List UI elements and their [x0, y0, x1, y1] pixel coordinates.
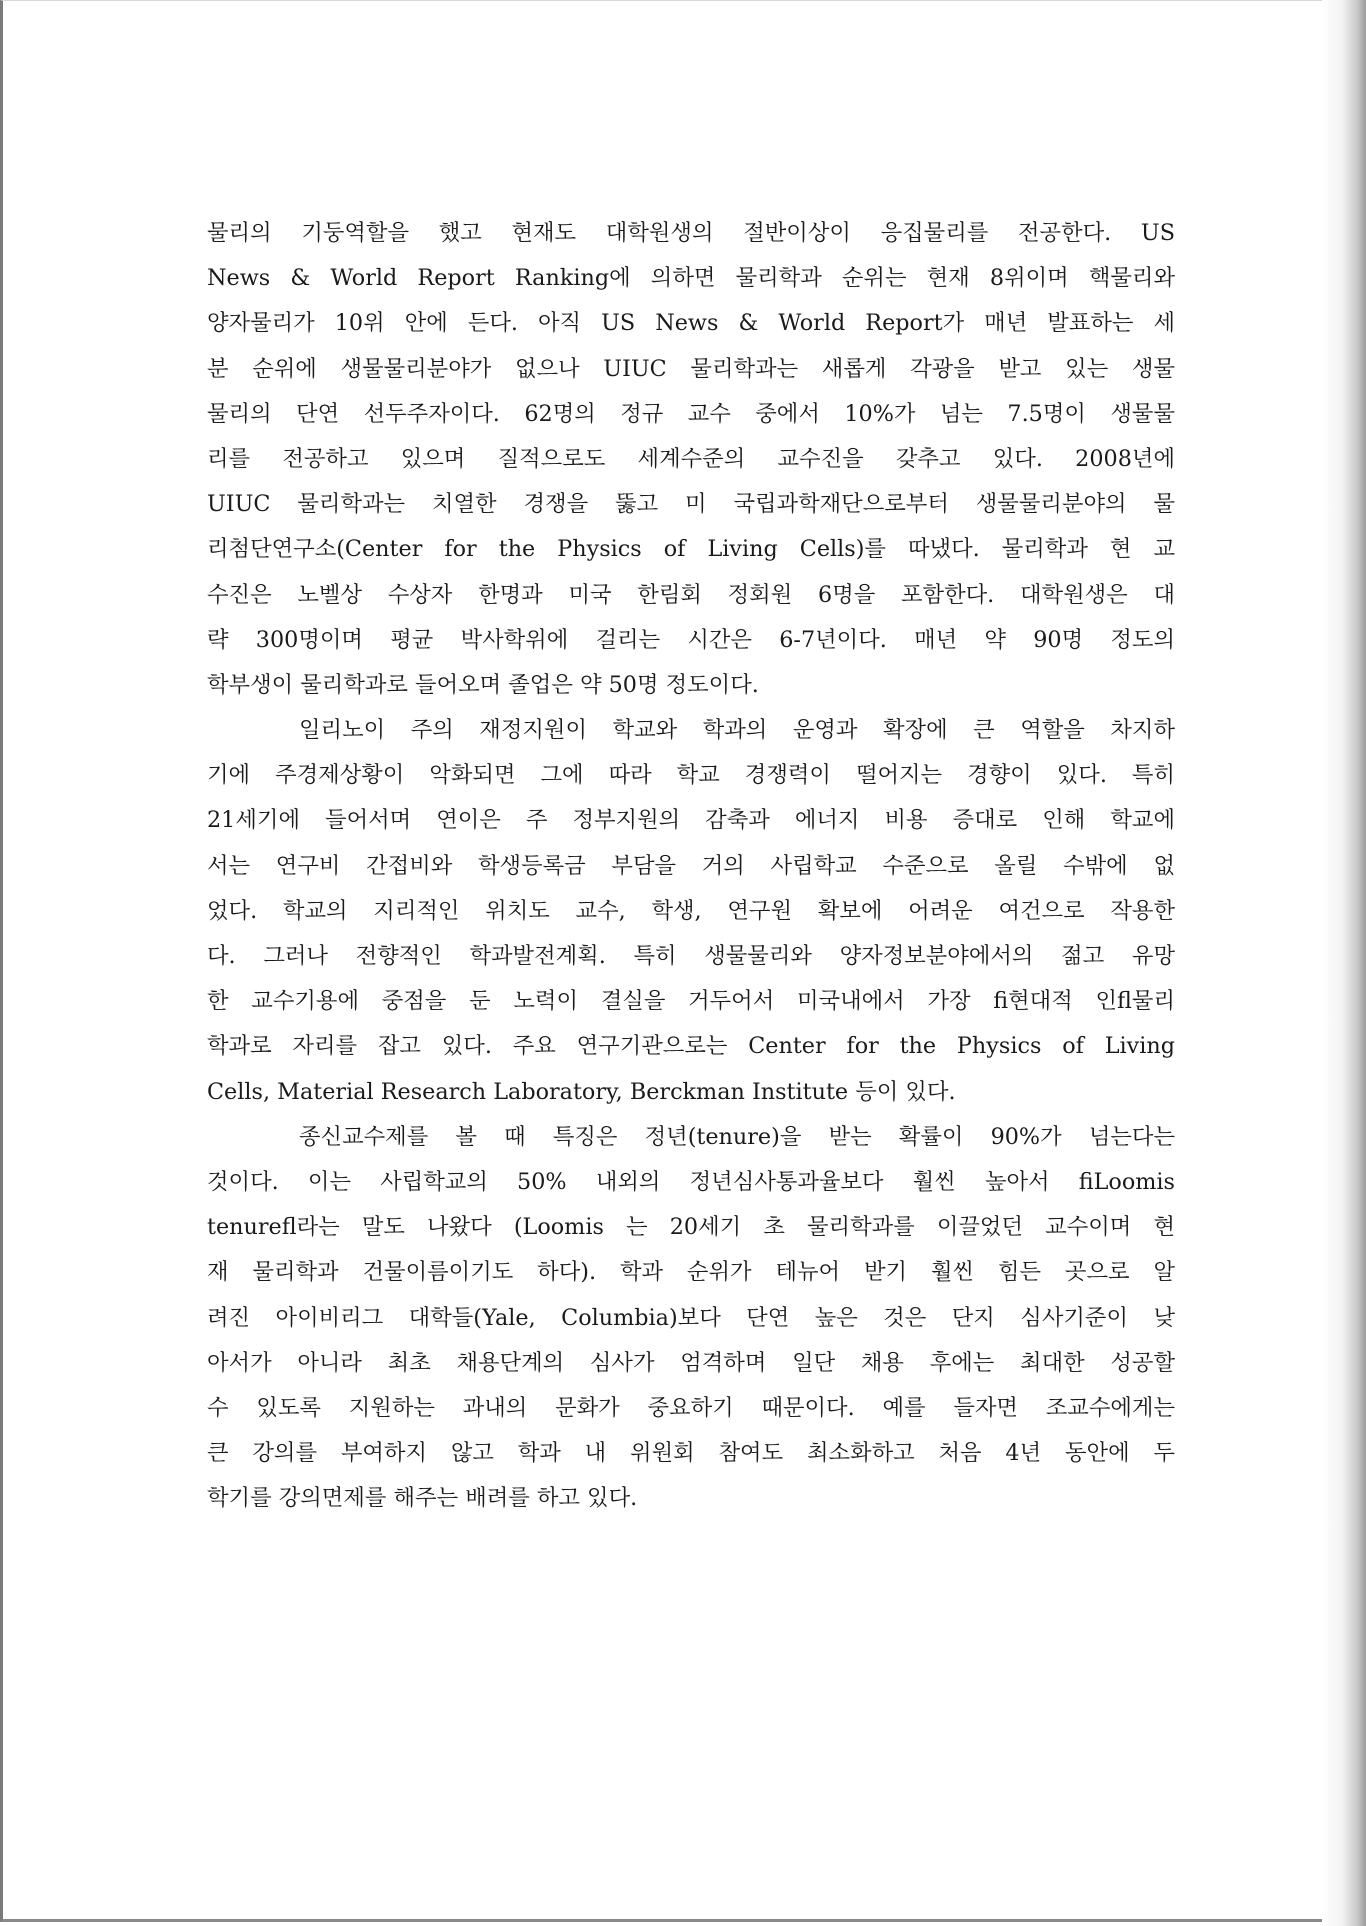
text-line: 리첨단연구소(Center for the Physics of Living Cells)를 따냈다. 물리학과 현 교 — [207, 536, 1175, 563]
paragraph-2 — [207, 708, 1175, 1115]
text-line: 물리의 기둥역할을 했고 현재도 대학원생의 절반이상이 응집물리를 전공한다. US — [207, 220, 1175, 246]
text-line: tenureﬂ라는 말도 나왔다 (Loomis 는 20세기 초 물리학과를 이끌었던 교수이며 현 — [207, 1214, 1175, 1241]
text-line: 물리의 단연 선두주자이다. 62명의 정규 교수 중에서 10%가 넘는 7.5명이 생물물 — [207, 400, 1175, 427]
text-line: 양자물리가 10위 안에 든다. 아직 US News & World Report가 매년 발표하는 세 — [207, 310, 1175, 337]
text-line: 21세기에 들어서며 연이은 주 정부지원의 감축과 에너지 비용 증대로 인해 학교에 — [207, 807, 1175, 834]
text-line: 것이다. 이는 사립학교의 50% 내외의 정년심사통과율보다 훨씬 높아서 ﬁLoomis — [207, 1168, 1175, 1195]
text-line: 략 300명이며 평균 박사학위에 걸리는 시간은 6-7년이다. 매년 약 90명 정도의 — [207, 626, 1175, 653]
text-line: News & World Report Ranking에 의하면 물리학과 순위는 현재 8위이며 핵물리와 — [207, 265, 1175, 292]
text-line: 려진 아이비리그 대학들(Yale, Columbia)보다 단연 높은 것은 단지 심사기준이 낮 — [207, 1304, 1175, 1331]
text-line: 수진은 노벨상 수상자 한명과 미국 한림회 정회원 6명을 포함한다. 대학원생은 대 — [207, 581, 1175, 608]
text-line: 었다. 학교의 지리적인 위치도 교수, 학생, 연구원 확보에 어려운 여건으로 작용한 — [207, 897, 1175, 924]
text-line: 학부생이 물리학과로 들어오며 졸업은 약 50명 정도이다. — [207, 671, 759, 698]
page-edge-shadow — [1322, 0, 1366, 1926]
document-body — [207, 211, 1175, 1521]
text-line: 분 순위에 생물물리분야가 없으나 UIUC 물리학과는 새롭게 각광을 받고 있는 생물 — [207, 355, 1175, 382]
text-line: 학과로 자리를 잡고 있다. 주요 연구기관으로는 Center for the Physics of Living — [207, 1033, 1175, 1060]
text-line: UIUC 물리학과는 치열한 경쟁을 뚫고 미 국립과학재단으로부터 생물물리분야의 물 — [207, 491, 1175, 518]
text-line: 서는 연구비 간접비와 학생등록금 부담을 거의 사립학교 수준으로 올릴 수밖에 없 — [207, 852, 1175, 879]
text-line: 한 교수기용에 중점을 둔 노력이 결실을 거두어서 미국내에서 가장 ﬁ현대적 인ﬂ물리 — [207, 988, 1175, 1015]
text-line: 아서가 아니라 최초 채용단계의 심사가 엄격하며 일단 채용 후에는 최대한 성공할 — [207, 1349, 1175, 1376]
text-line: Cells, Material Research Laboratory, Berckman Institute 등이 있다. — [207, 1078, 956, 1105]
text-line: 기에 주경제상황이 악화되면 그에 따라 학교 경쟁력이 떨어지는 경향이 있다. 특히 — [207, 762, 1175, 789]
text-line: 학기를 강의면제를 해주는 배려를 하고 있다. — [207, 1485, 638, 1512]
text-line: 큰 강의를 부여하지 않고 학과 내 위원회 참여도 최소화하고 처음 4년 동안에 두 — [207, 1440, 1175, 1467]
paragraph-3 — [207, 1115, 1175, 1522]
text-line: 재 물리학과 건물이름이기도 하다). 학과 순위가 테뉴어 받기 훨씬 힘든 곳으로 알 — [207, 1259, 1175, 1286]
text-line: 수 있도록 지원하는 과내의 문화가 중요하기 때문이다. 예를 들자면 조교수에게는 — [207, 1394, 1175, 1421]
text-line: 리를 전공하고 있으며 질적으로도 세계수준의 교수진을 갖추고 있다. 2008년에 — [207, 445, 1175, 472]
text-line: 다. 그러나 전향적인 학과발전계획. 특히 생물물리와 양자정보분야에서의 젊고 유망 — [207, 943, 1175, 969]
text-line: 종신교수제를 볼 때 특징은 정년(tenure)을 받는 확률이 90%가 넘는다는 — [299, 1123, 1175, 1150]
paragraph-1 — [207, 211, 1175, 708]
text-line: 일리노이 주의 재정지원이 학교와 학과의 운영과 확장에 큰 역할을 차지하 — [299, 717, 1175, 744]
